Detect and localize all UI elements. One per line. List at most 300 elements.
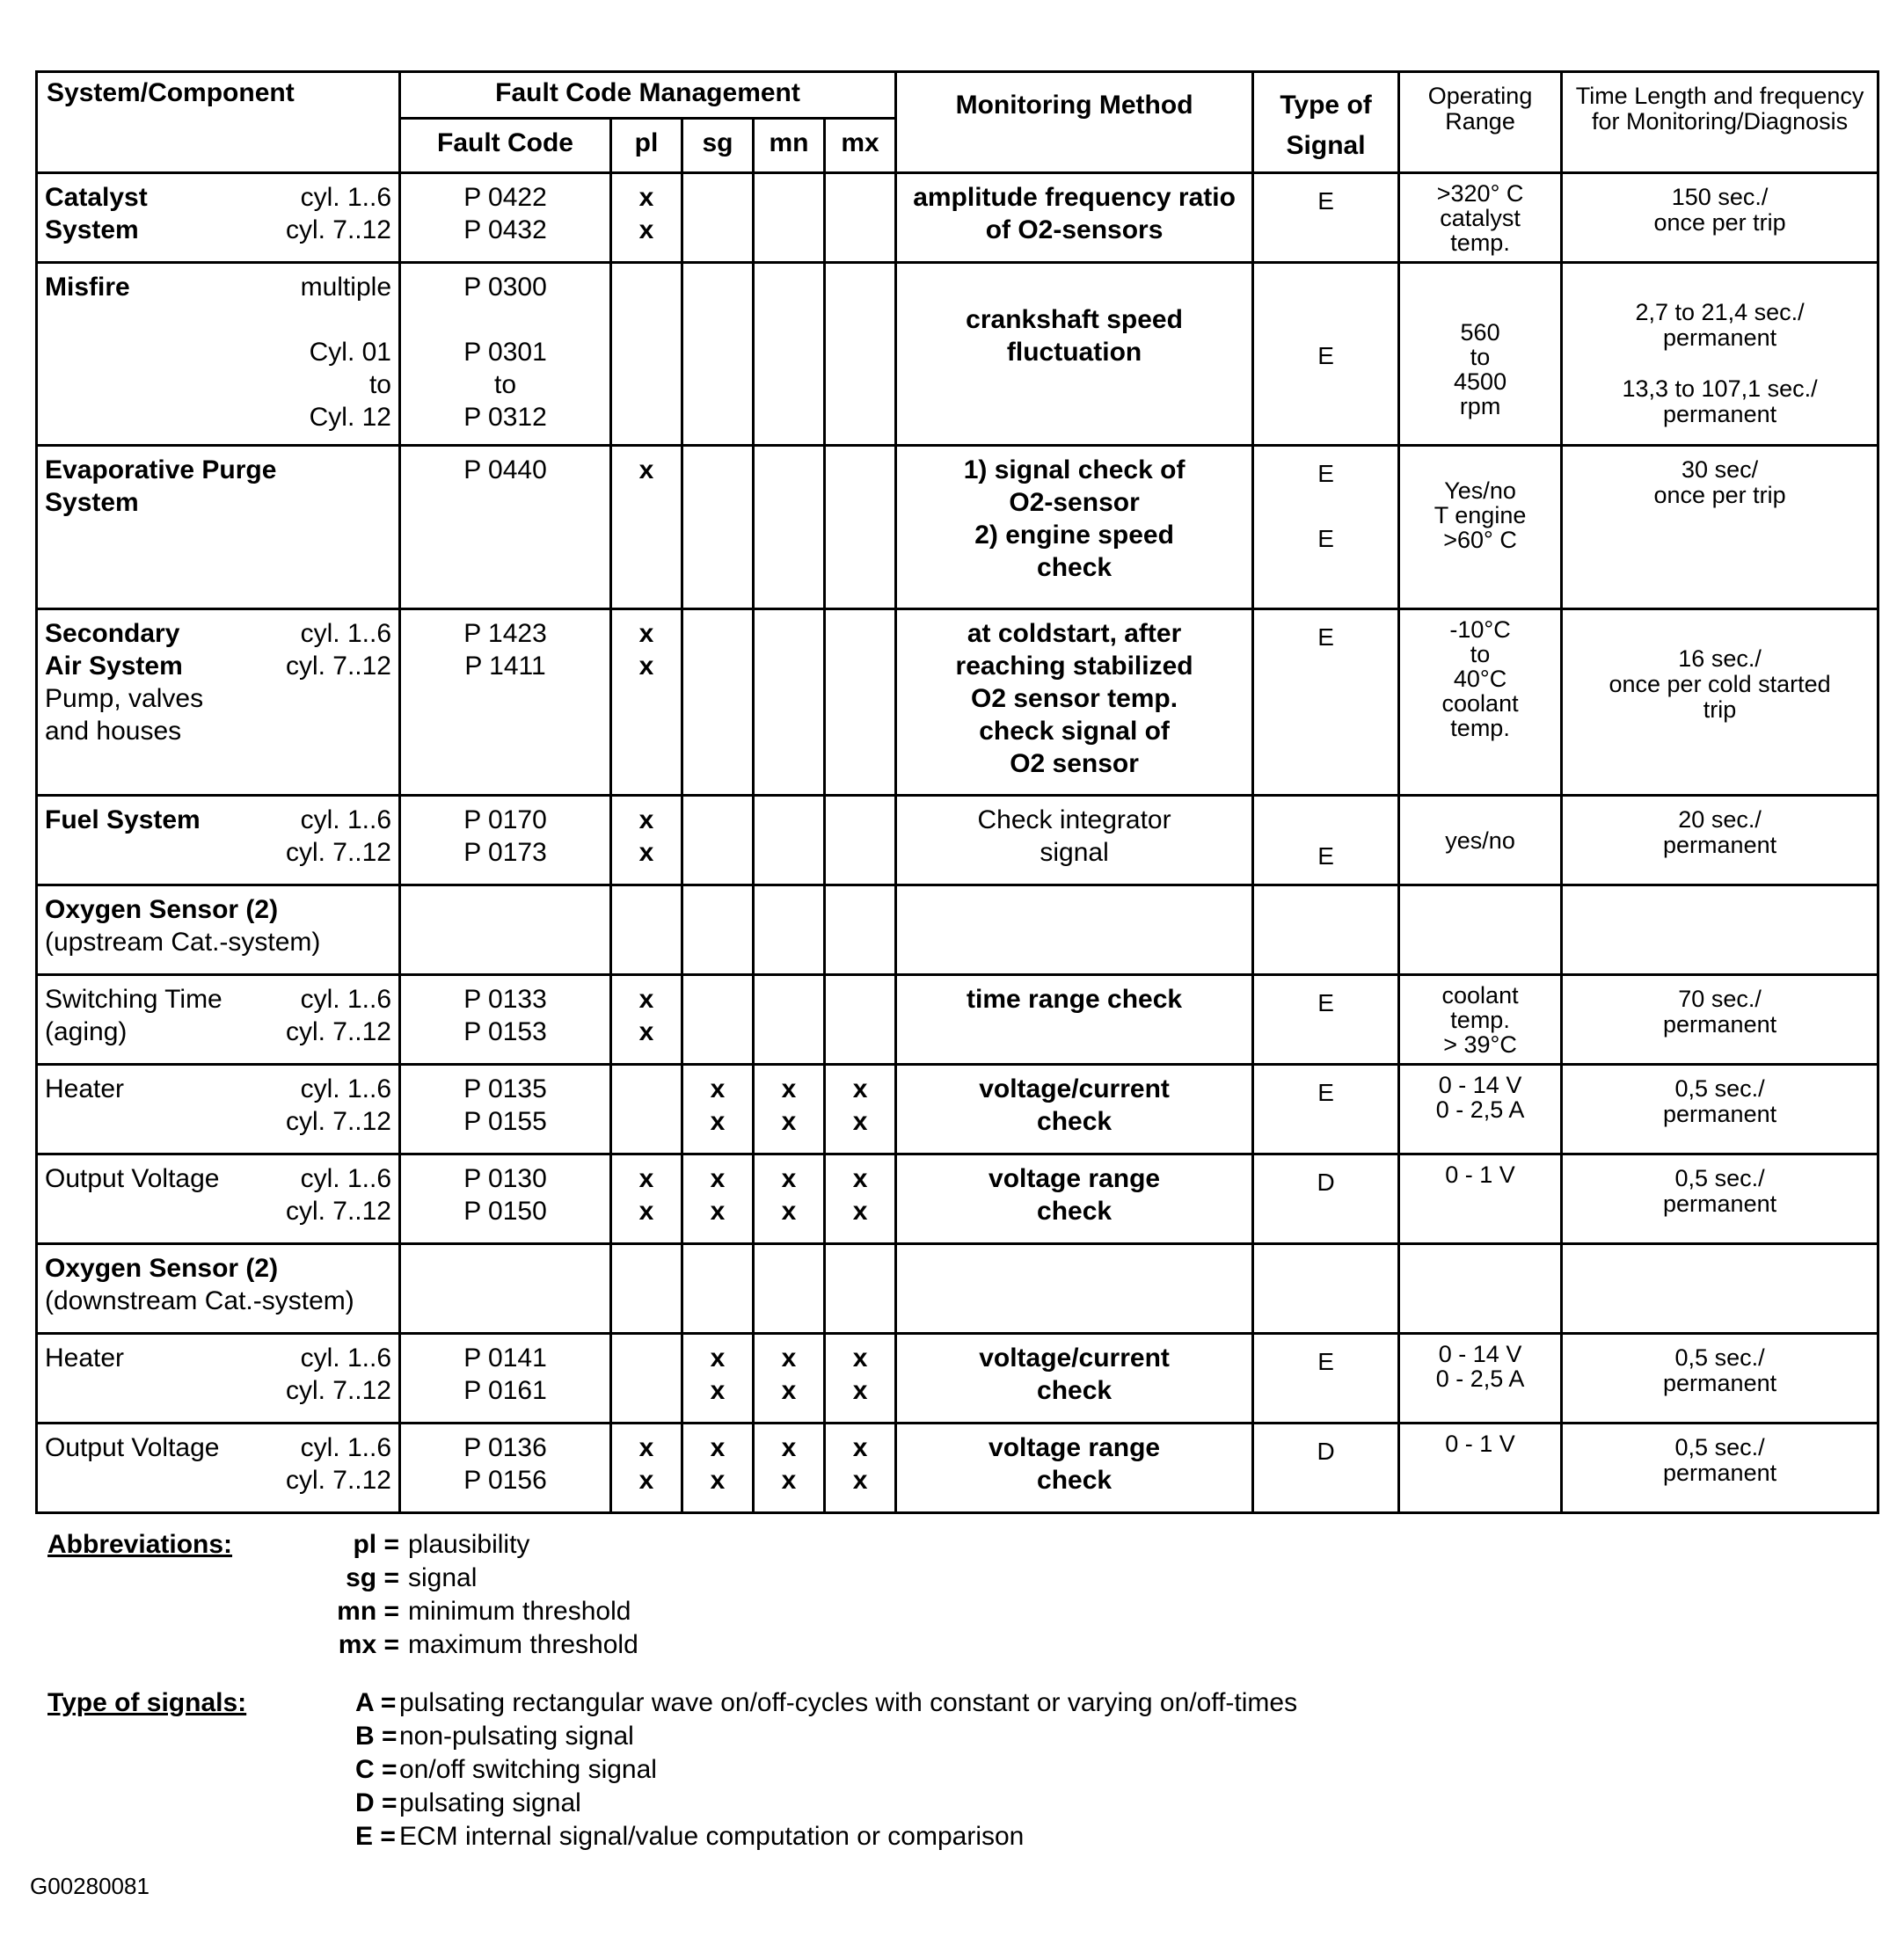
monitoring-method-cell xyxy=(896,1065,1253,1154)
signal-type-cell xyxy=(1253,173,1399,263)
sg-mark-value: x xyxy=(710,1074,726,1103)
fault-code-value: P 0130 xyxy=(463,1164,547,1193)
operating-range-value: 0 - 2,5 A xyxy=(1435,1365,1525,1392)
signal-type-value: non-pulsating signal xyxy=(399,1722,634,1751)
signal-type-cell xyxy=(1253,1154,1399,1244)
mn-mark-cell xyxy=(754,1424,825,1513)
fault-code-value: P 0153 xyxy=(463,1017,547,1046)
monitoring-method-value: O2 sensor temp. xyxy=(971,684,1178,713)
mx-mark-cell xyxy=(825,263,896,446)
time-length-value: permanent xyxy=(1663,401,1777,427)
header-monitoring-method: Monitoring Method xyxy=(896,72,1253,173)
mx-mark-cell xyxy=(825,975,896,1065)
time-length-value: permanent xyxy=(1663,324,1777,351)
sg-mark-cell xyxy=(682,885,754,975)
operating-range-value: >320° C xyxy=(1436,180,1524,207)
component-cylinder: multiple xyxy=(300,273,391,302)
component-cylinder: cyl. 1..6 xyxy=(300,1074,391,1103)
operating-range-value xyxy=(1404,295,1557,320)
time-length-value: 150 sec./ xyxy=(1671,184,1769,210)
mn-mark-cell xyxy=(754,1154,825,1244)
component-name: Fuel System xyxy=(45,805,201,834)
pl-mark-value: x xyxy=(638,1197,654,1226)
mn-mark-value: x xyxy=(781,1197,797,1226)
sg-mark-cell xyxy=(682,796,754,885)
fault-code-value xyxy=(401,303,609,336)
time-length-value: 13,3 to 107,1 sec./ xyxy=(1622,375,1818,402)
fault-code-cell xyxy=(400,1065,611,1154)
header-mn: mn xyxy=(754,118,825,172)
component-cylinder: cyl. 7..12 xyxy=(285,1466,391,1495)
signal-type-cell xyxy=(1253,885,1399,975)
monitoring-method-cell xyxy=(896,1424,1253,1513)
operating-range-value: coolant xyxy=(1441,690,1519,717)
fault-code-table xyxy=(35,70,1879,1514)
table-row xyxy=(37,609,1878,796)
mx-mark-cell xyxy=(825,446,896,609)
table-row xyxy=(37,263,1878,446)
time-length-value: 0,5 sec./ xyxy=(1674,1434,1765,1460)
time-length-cell xyxy=(1562,173,1878,263)
signal-type-cell xyxy=(1253,975,1399,1065)
operating-range-cell xyxy=(1399,1065,1562,1154)
fault-code-cell xyxy=(400,1334,611,1424)
pl-mark-value: x xyxy=(638,805,654,834)
component-name: Catalyst xyxy=(45,183,148,212)
component-cylinder: cyl. 7..12 xyxy=(285,1376,391,1405)
table-row xyxy=(37,885,1878,975)
monitoring-method-value: voltage/current xyxy=(979,1344,1170,1373)
operating-range-cell xyxy=(1399,1154,1562,1244)
signal-type-item xyxy=(355,1686,1297,1720)
operating-range-value: 0 - 1 V xyxy=(1445,1431,1515,1457)
component-cylinder xyxy=(391,893,393,926)
signal-type-cell xyxy=(1253,263,1399,446)
monitoring-method-value: fluctuation xyxy=(1006,338,1142,367)
pl-mark-cell xyxy=(611,446,682,609)
fault-code-value: to xyxy=(493,370,517,399)
component-cylinder: cyl. 7..12 xyxy=(285,1107,391,1136)
sg-mark-cell xyxy=(682,1334,754,1424)
monitoring-method-cell xyxy=(896,263,1253,446)
signal-type-value: E xyxy=(1317,989,1334,1016)
mn-mark-cell xyxy=(754,263,825,446)
fault-code-value: P 0170 xyxy=(463,805,547,834)
component-name: Output Voltage xyxy=(45,1433,220,1462)
component-cylinder: cyl. 7..12 xyxy=(285,215,391,244)
fault-code-value: P 0161 xyxy=(463,1376,547,1405)
table-row xyxy=(37,975,1878,1065)
fault-code-value: P 0312 xyxy=(463,403,547,432)
sg-mark-value: x xyxy=(710,1164,726,1193)
header-sg: sg xyxy=(682,118,754,172)
abbreviation-item xyxy=(311,1595,631,1628)
signal-type-value: E xyxy=(1317,525,1334,552)
component-cell xyxy=(37,885,400,975)
fault-code-value: P 0155 xyxy=(463,1107,547,1136)
component-name: System xyxy=(45,488,139,517)
header-fault-code: Fault Code xyxy=(400,118,611,172)
fault-code-cell xyxy=(400,263,611,446)
mn-mark-value: x xyxy=(781,1376,797,1405)
pl-mark-cell xyxy=(611,1334,682,1424)
component-cylinder xyxy=(391,486,393,519)
time-length-cell xyxy=(1562,1154,1878,1244)
time-length-value xyxy=(1566,621,1873,646)
mx-mark-cell xyxy=(825,609,896,796)
operating-range-value: 0 - 2,5 A xyxy=(1435,1096,1525,1123)
table-row xyxy=(37,1334,1878,1424)
time-length-value: permanent xyxy=(1663,1370,1777,1396)
monitoring-method-value: time range check xyxy=(967,985,1183,1014)
component-cell xyxy=(37,173,400,263)
pl-mark-cell xyxy=(611,975,682,1065)
pl-mark-value: x xyxy=(638,1017,654,1046)
signal-type-value xyxy=(1254,807,1397,840)
signal-type-item xyxy=(355,1753,657,1787)
abbreviation-value: minimum threshold xyxy=(408,1597,631,1626)
time-length-cell xyxy=(1562,609,1878,796)
fault-code-value: P 0301 xyxy=(463,338,547,367)
mx-mark-cell xyxy=(825,1334,896,1424)
signal-type-key: B = xyxy=(355,1722,398,1751)
monitoring-method-cell xyxy=(896,1244,1253,1334)
mn-mark-value: x xyxy=(781,1433,797,1462)
abbreviation-item xyxy=(311,1528,529,1562)
table-row xyxy=(37,1244,1878,1334)
monitoring-method-value: check xyxy=(1037,553,1112,582)
sg-mark-cell xyxy=(682,173,754,263)
sg-mark-value: x xyxy=(710,1344,726,1373)
header-type-of-signal: Type of Signal xyxy=(1253,72,1399,173)
fault-code-cell xyxy=(400,609,611,796)
mx-mark-cell xyxy=(825,885,896,975)
signal-type-cell xyxy=(1253,1334,1399,1424)
signal-types-title: Type of signals: xyxy=(47,1688,247,1717)
signal-type-cell xyxy=(1253,609,1399,796)
monitoring-method-value: O2-sensor xyxy=(1009,488,1140,517)
operating-range-value: to xyxy=(1470,641,1491,667)
component-name: Heater xyxy=(45,1074,125,1103)
component-cell xyxy=(37,1065,400,1154)
pl-mark-value: x xyxy=(638,455,654,484)
mx-mark-cell xyxy=(825,173,896,263)
mx-mark-cell xyxy=(825,1244,896,1334)
component-name: and houses xyxy=(45,717,182,746)
time-length-value: permanent xyxy=(1663,832,1777,858)
operating-range-value: >60° C xyxy=(1443,527,1517,553)
fault-code-value: P 0136 xyxy=(463,1433,547,1462)
component-cylinder: cyl. 1..6 xyxy=(300,1164,391,1193)
time-length-cell xyxy=(1562,1424,1878,1513)
mx-mark-value: x xyxy=(852,1107,868,1136)
operating-range-value: 0 - 14 V xyxy=(1438,1341,1522,1367)
figure-id: G00280081 xyxy=(30,1873,150,1899)
component-cylinder xyxy=(391,303,393,336)
signal-type-value: D xyxy=(1317,1169,1335,1196)
mn-mark-cell xyxy=(754,446,825,609)
mn-mark-value xyxy=(755,181,823,214)
fault-code-value: P 0173 xyxy=(463,838,547,867)
header-operating-range: Operating Range xyxy=(1399,72,1562,173)
time-length-cell xyxy=(1562,1244,1878,1334)
sg-mark-cell xyxy=(682,1154,754,1244)
time-length-value: permanent xyxy=(1663,1460,1777,1486)
pl-mark-cell xyxy=(611,263,682,446)
component-cylinder: to xyxy=(368,370,391,399)
signal-type-value: E xyxy=(1317,460,1334,487)
sg-mark-cell xyxy=(682,446,754,609)
operating-range-cell xyxy=(1399,1334,1562,1424)
mx-mark-cell xyxy=(825,1065,896,1154)
operating-range-cell xyxy=(1399,885,1562,975)
fault-code-value: P 0133 xyxy=(463,985,547,1014)
header-time-length: Time Length and frequency for Monitoring/Diagnosis xyxy=(1562,72,1878,173)
time-length-cell xyxy=(1562,446,1878,609)
signal-types-legend xyxy=(47,1686,1806,1862)
monitoring-method-cell xyxy=(896,975,1253,1065)
time-length-value: once per cold started xyxy=(1609,671,1831,697)
operating-range-value: 40°C xyxy=(1453,666,1507,692)
signal-type-key: C = xyxy=(355,1755,398,1784)
component-cylinder xyxy=(391,1285,393,1317)
component-cylinder: cyl. 7..12 xyxy=(285,1017,391,1046)
component-cylinder: cyl. 1..6 xyxy=(300,1433,391,1462)
pl-mark-cell xyxy=(611,1065,682,1154)
mn-mark-value: x xyxy=(781,1466,797,1495)
mx-mark-cell xyxy=(825,1154,896,1244)
signal-type-key: D = xyxy=(355,1788,398,1817)
mn-mark-cell xyxy=(754,1334,825,1424)
pl-mark-value: x xyxy=(638,183,654,212)
operating-range-value: T engine xyxy=(1433,502,1527,528)
fault-code-cell xyxy=(400,446,611,609)
component-name: (upstream Cat.-system) xyxy=(45,928,321,957)
mn-mark-cell xyxy=(754,1065,825,1154)
time-length-value: permanent xyxy=(1663,1191,1777,1217)
abbreviation-key: sg = xyxy=(346,1563,399,1592)
component-cylinder xyxy=(391,682,393,715)
operating-range-cell xyxy=(1399,263,1562,446)
component-cell xyxy=(37,609,400,796)
pl-mark-value: x xyxy=(638,838,654,867)
signal-type-value xyxy=(1254,307,1397,339)
abbreviation-key: mn = xyxy=(337,1597,399,1626)
operating-range-value: > 39°C xyxy=(1443,1031,1517,1058)
component-name: Heater xyxy=(45,1344,125,1373)
pl-mark-cell xyxy=(611,1154,682,1244)
mx-mark-cell xyxy=(825,796,896,885)
pl-mark-value: x xyxy=(638,652,654,681)
table-row xyxy=(37,173,1878,263)
component-name: Secondary xyxy=(45,619,180,648)
time-length-value: 16 sec./ xyxy=(1678,645,1762,672)
operating-range-value: to xyxy=(1470,344,1491,370)
mx-mark-value xyxy=(826,181,894,214)
fault-code-cell xyxy=(400,1424,611,1513)
mn-mark-cell xyxy=(754,796,825,885)
fault-code-value: P 0141 xyxy=(463,1344,547,1373)
pl-mark-value: x xyxy=(638,985,654,1014)
pl-mark-value: x xyxy=(638,215,654,244)
operating-range-cell xyxy=(1399,446,1562,609)
signal-type-item xyxy=(355,1720,634,1753)
signal-type-value xyxy=(1254,490,1397,522)
signal-type-value: E xyxy=(1317,342,1334,369)
abbreviation-value: maximum threshold xyxy=(408,1630,638,1659)
component-cylinder xyxy=(391,926,393,958)
abbreviations-title: Abbreviations: xyxy=(47,1530,233,1559)
monitoring-method-value: at coldstart, after xyxy=(967,619,1182,648)
component-cylinder: cyl. 1..6 xyxy=(300,985,391,1014)
component-cylinder: cyl. 1..6 xyxy=(300,1344,391,1373)
monitoring-method-value: 2) engine speed xyxy=(974,521,1174,550)
fault-code-value: P 1411 xyxy=(464,652,546,681)
sg-mark-cell xyxy=(682,1065,754,1154)
monitoring-method-value: signal xyxy=(1040,838,1109,867)
signal-type-cell xyxy=(1253,446,1399,609)
fault-code-value: P 0135 xyxy=(463,1074,547,1103)
component-cell xyxy=(37,1334,400,1424)
fault-code-value: P 1423 xyxy=(463,619,547,648)
operating-range-cell xyxy=(1399,1424,1562,1513)
time-length-value: 0,5 sec./ xyxy=(1674,1344,1765,1371)
monitoring-method-cell xyxy=(896,1154,1253,1244)
sg-mark-cell xyxy=(682,1424,754,1513)
time-length-cell xyxy=(1562,263,1878,446)
signal-type-value: E xyxy=(1317,623,1334,651)
monitoring-method-cell xyxy=(896,446,1253,609)
component-cylinder: cyl. 1..6 xyxy=(300,183,391,212)
component-name: (downstream Cat.-system) xyxy=(45,1286,354,1315)
component-name: Air System xyxy=(45,652,183,681)
abbreviations-legend xyxy=(47,1528,1367,1669)
component-name: Output Voltage xyxy=(45,1164,220,1193)
component-cell xyxy=(37,1154,400,1244)
mx-mark-cell xyxy=(825,1424,896,1513)
sg-mark-value xyxy=(683,214,752,246)
mn-mark-value: x xyxy=(781,1344,797,1373)
mn-mark-cell xyxy=(754,609,825,796)
time-length-value: 2,7 to 21,4 sec./ xyxy=(1635,299,1805,325)
table-body xyxy=(37,173,1878,1513)
signal-type-item xyxy=(355,1787,581,1820)
mn-mark-value xyxy=(755,214,823,246)
time-length-value xyxy=(1566,274,1873,300)
component-name: Oxygen Sensor (2) xyxy=(45,895,279,924)
operating-range-value: yes/no xyxy=(1445,827,1515,854)
time-length-value: 20 sec./ xyxy=(1678,806,1762,833)
table-row xyxy=(37,796,1878,885)
monitoring-method-value: voltage range xyxy=(988,1433,1161,1462)
signal-type-key: A = xyxy=(355,1688,397,1717)
operating-range-value: 560 xyxy=(1460,319,1500,346)
monitoring-method-cell xyxy=(896,609,1253,796)
pl-mark-cell xyxy=(611,1424,682,1513)
component-cylinder: Cyl. 01 xyxy=(309,338,391,367)
fault-code-cell xyxy=(400,1244,611,1334)
monitoring-method-value: O2 sensor xyxy=(1010,749,1139,778)
monitoring-method-value: check xyxy=(1037,1197,1112,1226)
fault-code-value: P 0440 xyxy=(463,455,547,484)
operating-range-value: -10°C xyxy=(1449,616,1511,643)
time-length-value: 70 sec./ xyxy=(1678,986,1762,1012)
component-cylinder xyxy=(391,1252,393,1285)
monitoring-method-value: check xyxy=(1037,1466,1112,1495)
time-length-value: once per trip xyxy=(1653,482,1786,508)
component-name: Pump, valves xyxy=(45,684,204,713)
component-cylinder: cyl. 1..6 xyxy=(300,805,391,834)
monitoring-method-value: voltage/current xyxy=(979,1074,1170,1103)
operating-range-value xyxy=(1404,804,1557,828)
monitoring-method-value: check xyxy=(1037,1376,1112,1405)
monitoring-method-value: 1) signal check of xyxy=(963,455,1185,484)
mx-mark-value: x xyxy=(852,1344,868,1373)
component-cell xyxy=(37,446,400,609)
signal-type-value: pulsating rectangular wave on/off-cycles with constant or varying on/off-times xyxy=(399,1688,1298,1717)
component-name: Misfire xyxy=(45,273,130,302)
monitoring-method-cell xyxy=(896,796,1253,885)
fault-code-cell xyxy=(400,885,611,975)
monitoring-method-cell xyxy=(896,173,1253,263)
mx-mark-value: x xyxy=(852,1376,868,1405)
operating-range-value: temp. xyxy=(1450,715,1510,741)
mn-mark-value: x xyxy=(781,1074,797,1103)
component-name: Oxygen Sensor (2) xyxy=(45,1254,279,1283)
table-row xyxy=(37,1154,1878,1244)
pl-mark-value: x xyxy=(638,1466,654,1495)
operating-range-cell xyxy=(1399,796,1562,885)
fault-code-cell xyxy=(400,796,611,885)
component-cylinder xyxy=(391,454,393,486)
fault-code-value: P 0150 xyxy=(463,1197,547,1226)
header-fault-code-management: Fault Code Management xyxy=(400,72,896,119)
monitoring-method-cell xyxy=(896,1334,1253,1424)
operating-range-cell xyxy=(1399,173,1562,263)
component-cell xyxy=(37,1424,400,1513)
signal-type-value xyxy=(1254,274,1397,307)
mx-mark-value xyxy=(826,214,894,246)
mx-mark-value: x xyxy=(852,1197,868,1226)
time-length-value: once per trip xyxy=(1653,209,1786,236)
component-cylinder: Cyl. 12 xyxy=(309,403,391,432)
component-cell xyxy=(37,1244,400,1334)
mn-mark-cell xyxy=(754,173,825,263)
operating-range-value xyxy=(1404,454,1557,478)
time-length-value xyxy=(1566,351,1873,376)
operating-range-value: temp. xyxy=(1450,229,1510,256)
mn-mark-value: x xyxy=(781,1107,797,1136)
monitoring-method-cell xyxy=(896,885,1253,975)
component-name: Switching Time xyxy=(45,985,222,1014)
mx-mark-value: x xyxy=(852,1164,868,1193)
fault-code-value: P 0300 xyxy=(463,273,547,302)
operating-range-value: catalyst xyxy=(1440,205,1521,231)
pl-mark-cell xyxy=(611,173,682,263)
monitoring-method-value: check signal of xyxy=(979,717,1170,746)
header-system-component: System/Component xyxy=(37,72,400,173)
fault-code-cell xyxy=(400,1154,611,1244)
mx-mark-value: x xyxy=(852,1074,868,1103)
component-cylinder xyxy=(391,715,393,747)
signal-type-value: E xyxy=(1317,1348,1334,1375)
operating-range-value xyxy=(1404,271,1557,295)
operating-range-value: 0 - 14 V xyxy=(1438,1072,1522,1098)
monitoring-method-value: Check integrator xyxy=(977,805,1171,834)
abbreviation-key: pl = xyxy=(353,1530,399,1559)
time-length-cell xyxy=(1562,796,1878,885)
time-length-cell xyxy=(1562,975,1878,1065)
